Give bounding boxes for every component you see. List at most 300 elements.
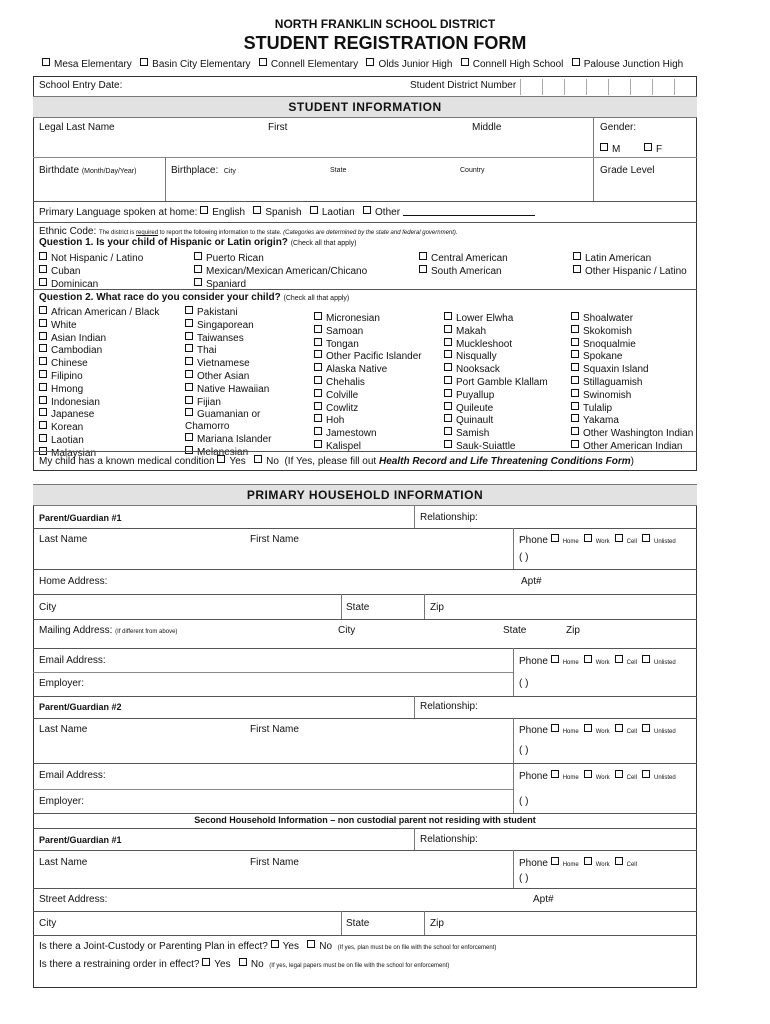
rule-line xyxy=(33,789,513,790)
option-label: Other American Indian xyxy=(583,440,683,452)
checkbox[interactable] xyxy=(185,446,193,454)
checkbox[interactable] xyxy=(571,350,579,358)
home-address-field[interactable]: Home Address: xyxy=(39,576,108,587)
option-label: Lower Elwha xyxy=(456,313,514,324)
middle-name-field[interactable]: Middle xyxy=(472,122,502,133)
birthdate-field[interactable]: Birthdate (Month/Day/Year) xyxy=(39,165,137,176)
checkbox[interactable] xyxy=(419,265,427,273)
school-option[interactable]: Mesa Elementary xyxy=(42,59,132,70)
race-option[interactable] xyxy=(314,350,422,363)
race-option[interactable] xyxy=(314,312,422,325)
checkbox[interactable] xyxy=(314,376,322,384)
option-label: Colville xyxy=(326,389,359,401)
form-title: STUDENT REGISTRATION FORM xyxy=(243,33,527,53)
checkbox[interactable] xyxy=(444,376,452,384)
state-field[interactable]: State xyxy=(346,602,370,613)
checkbox[interactable] xyxy=(314,350,322,358)
email-field[interactable]: Email Address: xyxy=(39,655,106,666)
rule-line xyxy=(33,594,697,595)
option-label: Vietnamese xyxy=(197,358,250,370)
checkbox[interactable] xyxy=(39,332,47,340)
race-option[interactable] xyxy=(444,312,548,325)
race-option[interactable] xyxy=(185,357,271,370)
checkbox[interactable] xyxy=(217,455,225,463)
race-option[interactable] xyxy=(39,332,159,345)
race-option[interactable] xyxy=(314,376,422,389)
race-option[interactable] xyxy=(571,414,693,427)
custody-yes-option[interactable]: Yes xyxy=(271,941,299,952)
race-option[interactable] xyxy=(185,370,271,383)
rule-line xyxy=(564,79,565,95)
checkbox[interactable] xyxy=(584,655,592,663)
checkbox[interactable] xyxy=(551,655,559,663)
checkbox[interactable] xyxy=(185,408,193,416)
race-option[interactable] xyxy=(314,325,422,338)
school-option[interactable]: Olds Junior High xyxy=(366,59,452,70)
race-option[interactable] xyxy=(185,396,271,409)
race-option[interactable] xyxy=(444,427,548,440)
restraining-yes-option[interactable]: Yes xyxy=(202,959,230,970)
race-option[interactable] xyxy=(444,414,548,427)
race-option[interactable] xyxy=(571,325,693,338)
checkbox[interactable] xyxy=(444,338,452,346)
option-label: Filipino xyxy=(51,370,83,382)
checkbox[interactable] xyxy=(307,940,315,948)
phone-number-line[interactable]: ( ) xyxy=(519,745,529,756)
checkbox[interactable] xyxy=(39,357,47,365)
checkbox[interactable] xyxy=(259,58,267,66)
option-label: Thai xyxy=(197,345,217,357)
race-option[interactable] xyxy=(444,363,548,376)
school-option[interactable]: Connell Elementary xyxy=(259,59,358,70)
checkbox[interactable] xyxy=(584,857,592,865)
checkbox[interactable] xyxy=(194,252,202,260)
language-option[interactable]: Other xyxy=(363,207,535,218)
q1-column-4 xyxy=(573,252,687,278)
checkbox[interactable] xyxy=(200,206,208,214)
q1-column-2 xyxy=(194,252,367,290)
entry-date-label[interactable]: School Entry Date: xyxy=(39,80,123,91)
race-option[interactable] xyxy=(185,383,271,396)
phone-field[interactable]: Phone Home Work Cell Unlisted xyxy=(519,771,676,782)
checkbox[interactable] xyxy=(202,958,210,966)
phone-type-label: Cell xyxy=(626,729,637,735)
mailing-address-field[interactable]: Mailing Address: (If different from above) xyxy=(39,625,178,636)
option-label: Skokomish xyxy=(583,325,632,337)
rule-line xyxy=(165,157,166,201)
checkbox[interactable] xyxy=(571,363,579,371)
race-option[interactable] xyxy=(39,421,159,434)
race-option[interactable] xyxy=(185,344,271,357)
race-option[interactable] xyxy=(314,363,422,376)
option-label: Samoan xyxy=(326,325,364,337)
race-option[interactable] xyxy=(39,408,159,421)
checkbox[interactable] xyxy=(461,58,469,66)
phone-type-options: (If different from above) xyxy=(115,629,178,635)
checkbox[interactable] xyxy=(185,383,193,391)
household-section xyxy=(33,484,697,988)
phone-type-label: Work xyxy=(595,539,610,545)
q1-option[interactable] xyxy=(419,252,508,265)
phone-type-options xyxy=(551,775,676,781)
custody-no-option[interactable]: No xyxy=(307,941,332,952)
gender-female-option[interactable]: F xyxy=(644,143,662,155)
zip-field[interactable]: Zip xyxy=(430,602,444,613)
race-option[interactable] xyxy=(185,408,271,421)
race-option[interactable] xyxy=(39,344,159,357)
option-label: Chinese xyxy=(51,358,88,370)
race-option[interactable] xyxy=(444,376,548,389)
option-label: Shoalwater xyxy=(583,313,634,324)
option-label: Central American xyxy=(431,253,508,264)
medical-yes-option[interactable]: Yes xyxy=(217,456,245,467)
district-number-label[interactable]: Student District Number xyxy=(410,80,517,91)
rule-line xyxy=(586,79,587,95)
race-option[interactable] xyxy=(444,389,548,402)
checkbox[interactable] xyxy=(366,58,374,66)
race-option[interactable] xyxy=(571,389,693,402)
checkbox[interactable] xyxy=(185,306,193,314)
checkbox[interactable] xyxy=(444,325,452,333)
primary-language-row: Primary Language spoken at home: English Spanish Laotian Other xyxy=(39,206,535,218)
checkbox[interactable] xyxy=(314,325,322,333)
checkbox[interactable] xyxy=(253,206,261,214)
option-label: Quileute xyxy=(456,402,494,414)
street-address-field[interactable]: Street Address: xyxy=(39,894,108,905)
q1-option[interactable] xyxy=(39,252,143,265)
option-label: Asian Indian xyxy=(51,332,107,344)
phone-field[interactable]: Phone Home Work Cell Unlisted xyxy=(519,656,676,667)
checkbox[interactable] xyxy=(615,770,623,778)
phone-number-line[interactable]: ( ) xyxy=(519,873,529,884)
first-name-field[interactable]: First Name xyxy=(250,724,299,735)
rule-line xyxy=(608,79,609,95)
city-field[interactable]: City xyxy=(39,602,57,613)
checkbox[interactable] xyxy=(314,389,322,397)
checkbox[interactable] xyxy=(39,319,47,327)
option-label: Cowlitz xyxy=(326,402,359,414)
checkbox[interactable] xyxy=(39,370,47,378)
race-option[interactable] xyxy=(571,427,693,440)
school-checkbox-list xyxy=(42,58,683,70)
employer-field[interactable]: Employer: xyxy=(39,678,85,689)
race-option[interactable] xyxy=(185,332,271,345)
rule-line xyxy=(33,528,697,529)
race-option[interactable] xyxy=(571,350,693,363)
apt-field[interactable]: Apt# xyxy=(521,576,542,587)
phone-field[interactable]: Phone Home Work Cell xyxy=(519,858,637,869)
option-label: Laotian xyxy=(51,434,84,446)
checkbox[interactable] xyxy=(444,427,452,435)
checkbox[interactable] xyxy=(572,58,580,66)
phone-type-label: Home xyxy=(562,729,579,735)
zip-field[interactable]: Zip xyxy=(430,918,444,929)
checkbox[interactable] xyxy=(444,414,452,422)
checkbox[interactable] xyxy=(314,312,322,320)
checkbox[interactable] xyxy=(584,724,592,732)
race-option[interactable] xyxy=(39,434,159,447)
option-label: Malaysian xyxy=(51,447,97,459)
school-option[interactable]: Basin City Elementary xyxy=(140,59,250,70)
phone-number-line[interactable]: ( ) xyxy=(519,552,529,563)
phone-type-options xyxy=(551,539,676,545)
rule-line xyxy=(341,911,342,935)
checkbox[interactable] xyxy=(185,357,193,365)
phone-type-options xyxy=(551,862,637,868)
relationship-field[interactable]: Relationship: xyxy=(420,701,478,712)
rule-line xyxy=(33,763,697,764)
city-field[interactable]: City xyxy=(39,918,57,929)
race-option-continued xyxy=(185,421,271,433)
language-option[interactable]: Laotian xyxy=(310,207,355,218)
checkbox[interactable] xyxy=(642,724,650,732)
race-option[interactable] xyxy=(571,312,693,325)
checkbox[interactable] xyxy=(571,414,579,422)
phone-number-line[interactable]: ( ) xyxy=(519,796,529,807)
medical-no-option[interactable]: No xyxy=(254,456,279,467)
last-name-field[interactable]: Last Name xyxy=(39,534,88,545)
checkbox[interactable] xyxy=(314,414,322,422)
option-label: South American xyxy=(431,265,502,277)
q1-option[interactable] xyxy=(39,265,143,278)
last-name-field[interactable]: Last Name xyxy=(39,724,88,735)
checkbox[interactable] xyxy=(444,389,452,397)
first-name-field[interactable]: First Name xyxy=(250,857,299,868)
checkbox[interactable] xyxy=(39,408,47,416)
race-option[interactable] xyxy=(185,433,271,446)
rule-line xyxy=(33,201,697,202)
checkbox[interactable] xyxy=(551,724,559,732)
gender-male-option[interactable]: M xyxy=(600,143,620,155)
checkbox[interactable] xyxy=(600,143,608,151)
checkbox[interactable] xyxy=(185,433,193,441)
checkbox[interactable] xyxy=(571,312,579,320)
q1-option[interactable] xyxy=(194,252,367,265)
rule-line xyxy=(33,888,697,889)
race-option[interactable] xyxy=(571,402,693,415)
checkbox[interactable] xyxy=(39,434,47,442)
checkbox[interactable] xyxy=(642,655,650,663)
rule-line xyxy=(33,828,697,829)
checkbox[interactable] xyxy=(571,376,579,384)
restraining-no-option[interactable]: No xyxy=(239,959,264,970)
grade-level-field[interactable]: Grade Level xyxy=(600,165,655,176)
relationship-field[interactable]: Relationship: xyxy=(420,512,478,523)
checkbox[interactable] xyxy=(584,534,592,542)
checkbox[interactable] xyxy=(571,338,579,346)
checkbox[interactable] xyxy=(551,857,559,865)
option-label: Kalispel xyxy=(326,440,362,452)
phone-type-options xyxy=(551,729,676,735)
race-option[interactable] xyxy=(314,402,422,415)
phone-field[interactable]: Phone Home Work Cell Unlisted xyxy=(519,725,676,736)
employer-field[interactable]: Employer: xyxy=(39,796,85,807)
checkbox[interactable] xyxy=(551,770,559,778)
checkbox[interactable] xyxy=(444,440,452,448)
race-option[interactable] xyxy=(39,396,159,409)
checkbox[interactable] xyxy=(194,278,202,286)
q1-option[interactable] xyxy=(194,265,367,278)
school-option[interactable]: Connell High School xyxy=(461,59,564,70)
legal-last-name-field[interactable]: Legal Last Name xyxy=(39,122,115,133)
option-label: Mexican/Mexican American/Chicano xyxy=(206,265,368,277)
checkbox[interactable] xyxy=(185,332,193,340)
checkbox[interactable] xyxy=(39,344,47,352)
relationship-field[interactable]: Relationship: xyxy=(420,834,478,845)
option-label: Korean xyxy=(51,422,84,434)
race-option[interactable] xyxy=(444,402,548,415)
checkbox[interactable] xyxy=(615,534,623,542)
checkbox[interactable] xyxy=(39,383,47,391)
race-option[interactable] xyxy=(314,414,422,427)
checkbox[interactable] xyxy=(444,312,452,320)
checkbox[interactable] xyxy=(39,306,47,314)
checkbox[interactable] xyxy=(571,440,579,448)
checkbox[interactable] xyxy=(615,724,623,732)
option-label: Alaska Native xyxy=(326,364,388,376)
phone-type-label: Home xyxy=(562,660,579,666)
rule-line xyxy=(33,672,513,673)
q1-option[interactable] xyxy=(573,265,687,278)
checkbox[interactable] xyxy=(644,143,652,151)
checkbox[interactable] xyxy=(42,58,50,66)
option-label: Melanesian xyxy=(197,446,249,458)
q1-column-1 xyxy=(39,252,143,290)
checkbox[interactable] xyxy=(571,325,579,333)
race-option[interactable] xyxy=(571,363,693,376)
checkbox[interactable] xyxy=(140,58,148,66)
language-option[interactable]: Spanish xyxy=(253,207,301,218)
checkbox[interactable] xyxy=(314,363,322,371)
checkbox[interactable] xyxy=(271,940,279,948)
checkbox[interactable] xyxy=(615,857,623,865)
race-option[interactable] xyxy=(185,319,271,332)
checkbox[interactable] xyxy=(314,440,322,448)
option-label: Native Hawaiian xyxy=(197,383,270,395)
checkbox[interactable] xyxy=(642,770,650,778)
mailing-zip[interactable]: Zip xyxy=(566,625,580,636)
checkbox[interactable] xyxy=(571,427,579,435)
rule-line xyxy=(33,289,697,290)
language-option[interactable]: English xyxy=(200,207,245,218)
race-option[interactable] xyxy=(39,357,159,370)
checkbox[interactable] xyxy=(363,206,371,214)
option-label: Cambodian xyxy=(51,345,103,357)
checkbox[interactable] xyxy=(185,370,193,378)
race-option[interactable] xyxy=(185,306,271,319)
rule-line xyxy=(33,696,697,697)
rule-line xyxy=(33,157,593,158)
checkbox[interactable] xyxy=(39,265,47,273)
state-field[interactable]: State xyxy=(346,918,370,929)
phone-field[interactable]: Phone Home Work Cell Unlisted xyxy=(519,535,676,546)
checkbox[interactable] xyxy=(571,402,579,410)
checkbox[interactable] xyxy=(39,252,47,260)
apt-field[interactable]: Apt# xyxy=(533,894,554,905)
birthplace-field[interactable]: Birthplace: City xyxy=(171,165,236,176)
option-label: Makah xyxy=(456,325,487,337)
checkbox[interactable] xyxy=(314,427,322,435)
first-name-field[interactable]: First xyxy=(268,122,288,133)
race-option[interactable] xyxy=(39,383,159,396)
mailing-state[interactable]: State xyxy=(503,625,527,636)
checkbox[interactable] xyxy=(310,206,318,214)
checkbox[interactable] xyxy=(444,402,452,410)
checkbox[interactable] xyxy=(39,421,47,429)
checkbox[interactable] xyxy=(314,402,322,410)
race-option[interactable] xyxy=(39,319,159,332)
race-option[interactable] xyxy=(571,376,693,389)
race-option[interactable] xyxy=(444,338,548,351)
second-household-heading: Second Household Information – non custodial parent not residing with student xyxy=(194,815,536,825)
rule-line xyxy=(520,79,521,95)
rule-line xyxy=(33,648,697,649)
race-option[interactable] xyxy=(314,389,422,402)
option-label: Other Pacific Islander xyxy=(326,351,422,363)
checkbox[interactable] xyxy=(642,534,650,542)
checkbox[interactable] xyxy=(573,252,581,260)
option-label: Hmong xyxy=(51,383,84,395)
checkbox[interactable] xyxy=(185,396,193,404)
phone-type-options: (If yes, plan must be on file with the school for enforcement) xyxy=(337,945,497,951)
email-field[interactable]: Email Address: xyxy=(39,770,106,781)
rule-line xyxy=(593,157,697,158)
race-option[interactable] xyxy=(39,306,159,319)
checkbox[interactable] xyxy=(444,350,452,358)
phone-type-label: Unlisted xyxy=(654,775,676,781)
rule-line xyxy=(542,79,543,95)
phone-type-label: Unlisted xyxy=(654,660,676,666)
checkbox[interactable] xyxy=(185,344,193,352)
checkbox[interactable] xyxy=(584,770,592,778)
race-option[interactable] xyxy=(314,427,422,440)
checkbox[interactable] xyxy=(615,655,623,663)
q1-option[interactable] xyxy=(419,265,508,278)
option-label: Hoh xyxy=(326,415,345,427)
custody-question: Is there a Joint-Custody or Parenting Plan in effect? Yes No (If yes, plan must be on file with the school for enforcement) xyxy=(39,941,497,952)
race-option[interactable] xyxy=(444,325,548,338)
race-option[interactable] xyxy=(571,338,693,351)
checkbox[interactable] xyxy=(254,455,262,463)
rule-line xyxy=(630,79,631,95)
checkbox[interactable] xyxy=(39,396,47,404)
checkbox[interactable] xyxy=(419,252,427,260)
race-option[interactable] xyxy=(39,370,159,383)
checkbox[interactable] xyxy=(185,319,193,327)
mailing-city[interactable]: City xyxy=(338,625,356,636)
checkbox[interactable] xyxy=(573,265,581,273)
race-option[interactable] xyxy=(314,338,422,351)
phone-number-line[interactable]: ( ) xyxy=(519,678,529,689)
option-label: Nooksack xyxy=(456,364,500,376)
checkbox[interactable] xyxy=(571,389,579,397)
q2-column-2 xyxy=(185,306,271,459)
checkbox[interactable] xyxy=(551,534,559,542)
race-option[interactable] xyxy=(444,350,548,363)
checkbox[interactable] xyxy=(444,363,452,371)
checkbox[interactable] xyxy=(194,265,202,273)
first-name-field[interactable]: First Name xyxy=(250,534,299,545)
other-language-line[interactable] xyxy=(403,215,535,216)
option-label: Nisqually xyxy=(456,351,497,363)
q1-option[interactable] xyxy=(573,252,687,265)
checkbox[interactable] xyxy=(39,278,47,286)
last-name-field[interactable]: Last Name xyxy=(39,857,88,868)
rule-line xyxy=(33,569,697,570)
school-option[interactable]: Palouse Junction High xyxy=(572,59,684,70)
checkbox[interactable] xyxy=(239,958,247,966)
checkbox[interactable] xyxy=(314,338,322,346)
